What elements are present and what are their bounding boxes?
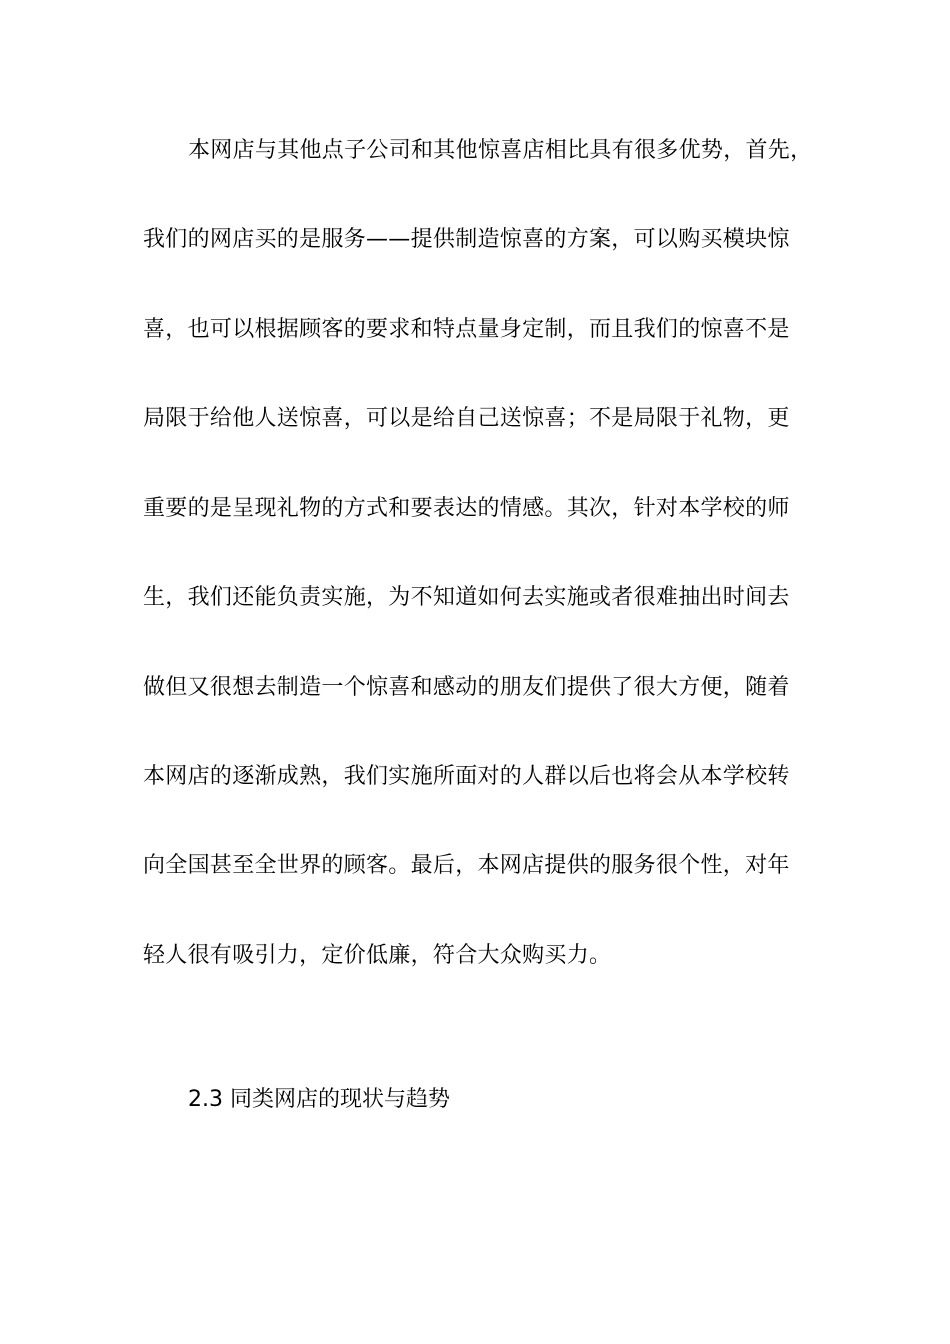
- paragraph-line-3: 喜，也可以根据顾客的要求和特点量身定制，而且我们的惊喜不是: [143, 317, 790, 342]
- paragraph-line-6: 生，我们还能负责实施，为不知道如何去实施或者很难抽出时间去: [143, 585, 790, 610]
- paragraph-line-5: 重要的是呈现礼物的方式和要表达的情感。其次，针对本学校的师: [143, 496, 790, 521]
- paragraph-line-8: 本网店的逐渐成熟，我们实施所面对的人群以后也将会从本学校转: [143, 764, 790, 789]
- paragraph-line-9: 向全国甚至全世界的顾客。最后，本网店提供的服务很个性，对年: [143, 853, 790, 878]
- paragraph-line-10: 轻人很有吸引力，定价低廉，符合大众购买力。: [143, 943, 612, 968]
- paragraph-line-2: 我们的网店买的是服务——提供制造惊喜的方案，可以购买模块惊: [143, 227, 790, 252]
- paragraph-line-4: 局限于给他人送惊喜，可以是给自己送惊喜；不是局限于礼物，更: [143, 406, 790, 431]
- section-heading: 2.3 同类网店的现状与趋势: [188, 1087, 450, 1112]
- paragraph-line-1: 本网店与其他点子公司和其他惊喜店相比具有很多优势，首先，: [188, 138, 813, 163]
- paragraph-line-7: 做但又很想去制造一个惊喜和感动的朋友们提供了很大方便，随着: [143, 675, 790, 700]
